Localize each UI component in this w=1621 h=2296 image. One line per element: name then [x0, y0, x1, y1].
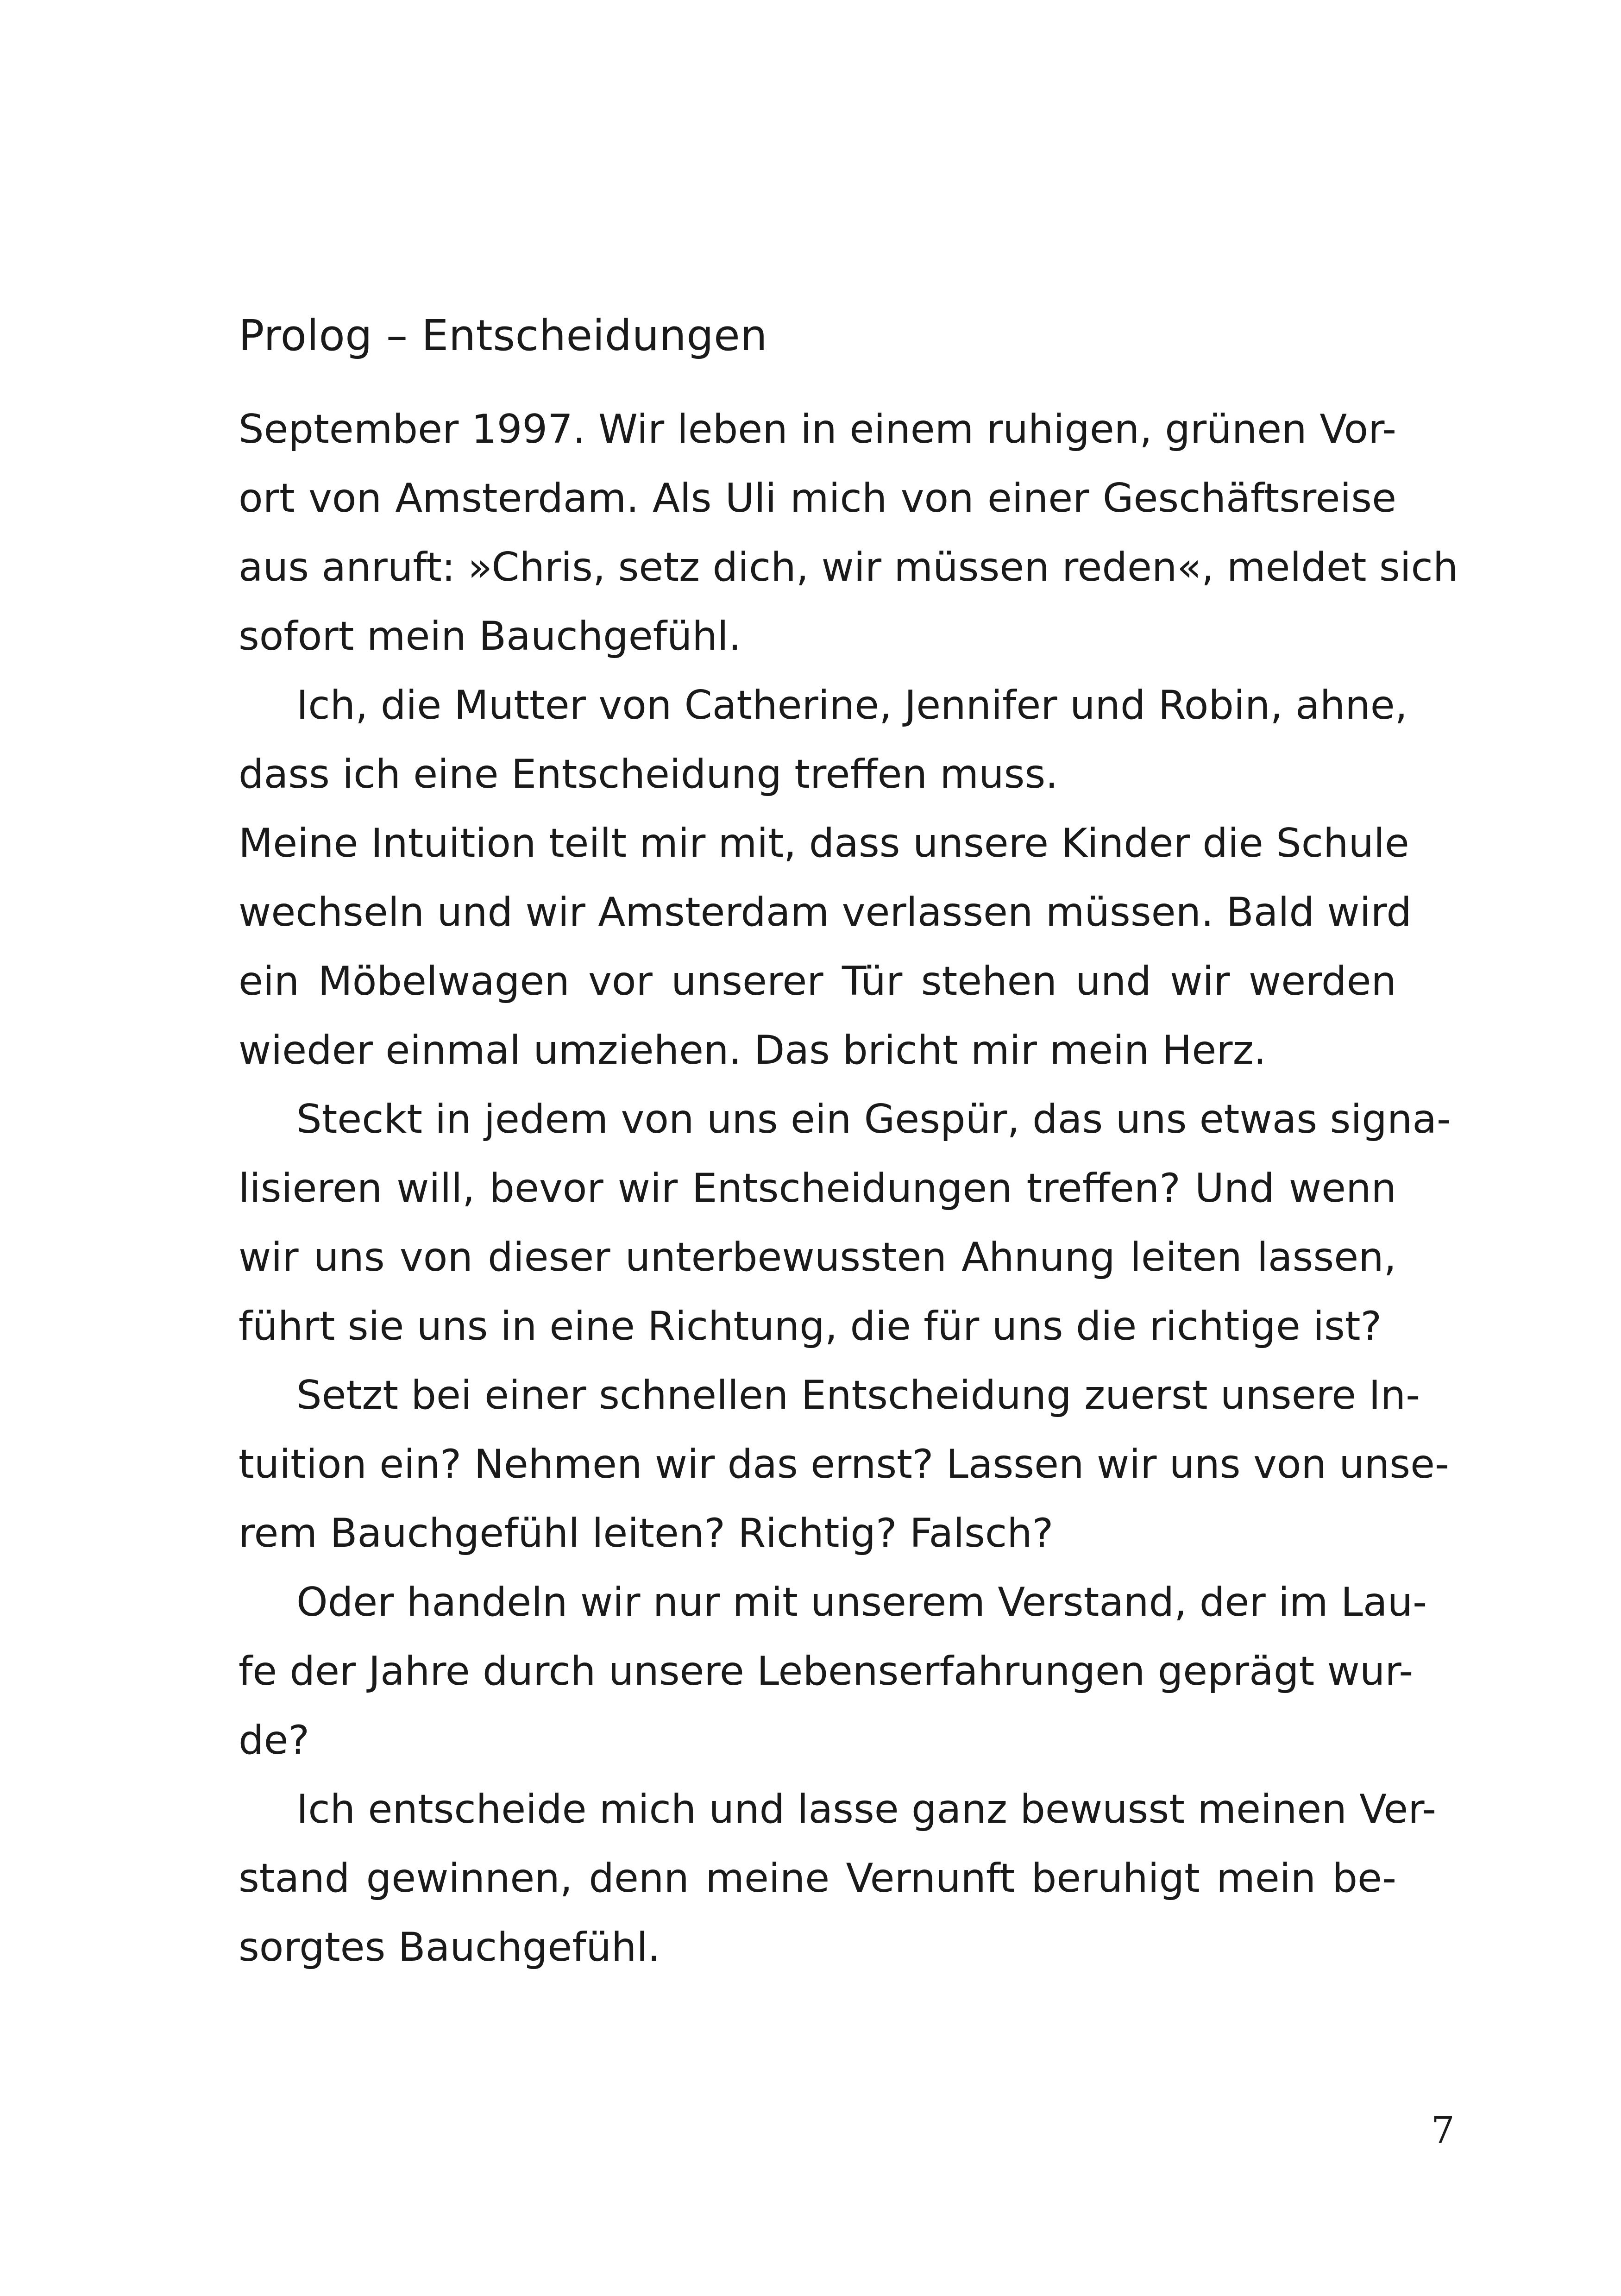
chapter-body: [239, 395, 1458, 1982]
paragraph: [239, 1568, 1427, 1775]
text-line: wir uns von dieser unterbewussten Ahnung leiten lassen,: [239, 1234, 1396, 1280]
text-line: stand gewinnen, denn meine Vernunft beruhigt mein be-: [239, 1855, 1396, 1901]
text-line: wechseln und wir Amsterdam verlassen müssen. Bald wird: [239, 889, 1412, 935]
text-line: sorgtes Bauchgefühl.: [239, 1924, 660, 1970]
text-line: aus anruft: »Chris, setz dich, wir müssen reden«, meldet sich: [239, 544, 1458, 590]
paragraph: [239, 809, 1412, 1085]
page-number: 7: [1431, 2108, 1455, 2152]
paragraph: [239, 395, 1458, 671]
text-line: Setzt bei einer schnellen Entscheidung zuerst unsere In-: [296, 1372, 1420, 1418]
text-line: tuition ein? Nehmen wir das ernst? Lassen wir uns von unse-: [239, 1441, 1450, 1487]
text-line: wieder einmal umziehen. Das bricht mir mein Herz.: [239, 1027, 1267, 1073]
chapter-heading: Prolog – Entscheidungen: [239, 311, 768, 360]
text-line: September 1997. Wir leben in einem ruhigen, grünen Vor-: [239, 406, 1396, 452]
text-line: dass ich eine Entscheidung treffen muss.: [239, 751, 1058, 797]
text-line: de?: [239, 1717, 310, 1763]
text-line: Ich, die Mutter von Catherine, Jennifer und Robin, ahne,: [296, 682, 1408, 728]
text-line: sofort mein Bauchgefühl.: [239, 613, 741, 659]
paragraph: [239, 1361, 1450, 1568]
text-line: lisieren will, bevor wir Entscheidungen treffen? Und wenn: [239, 1165, 1396, 1211]
text-line: rem Bauchgefühl leiten? Richtig? Falsch?: [239, 1510, 1054, 1556]
paragraph: [239, 671, 1408, 809]
text-line: fe der Jahre durch unsere Lebenserfahrungen geprägt wur-: [239, 1648, 1414, 1694]
text-line: führt sie uns in eine Richtung, die für uns die richtige ist?: [239, 1303, 1382, 1349]
paragraph: [239, 1775, 1437, 1982]
paragraph: [239, 1085, 1451, 1361]
text-line: Ich entscheide mich und lasse ganz bewusst meinen Ver-: [296, 1786, 1437, 1832]
text-line: ort von Amsterdam. Als Uli mich von einer Geschäftsreise: [239, 475, 1396, 521]
text-line: Steckt in jedem von uns ein Gespür, das uns etwas signa-: [296, 1096, 1451, 1142]
text-line: Meine Intuition teilt mir mit, dass unsere Kinder die Schule: [239, 820, 1409, 866]
text-line: Oder handeln wir nur mit unserem Verstand, der im Lau-: [296, 1579, 1427, 1625]
text-line: ein Möbelwagen vor unserer Tür stehen und wir werden: [239, 958, 1396, 1004]
